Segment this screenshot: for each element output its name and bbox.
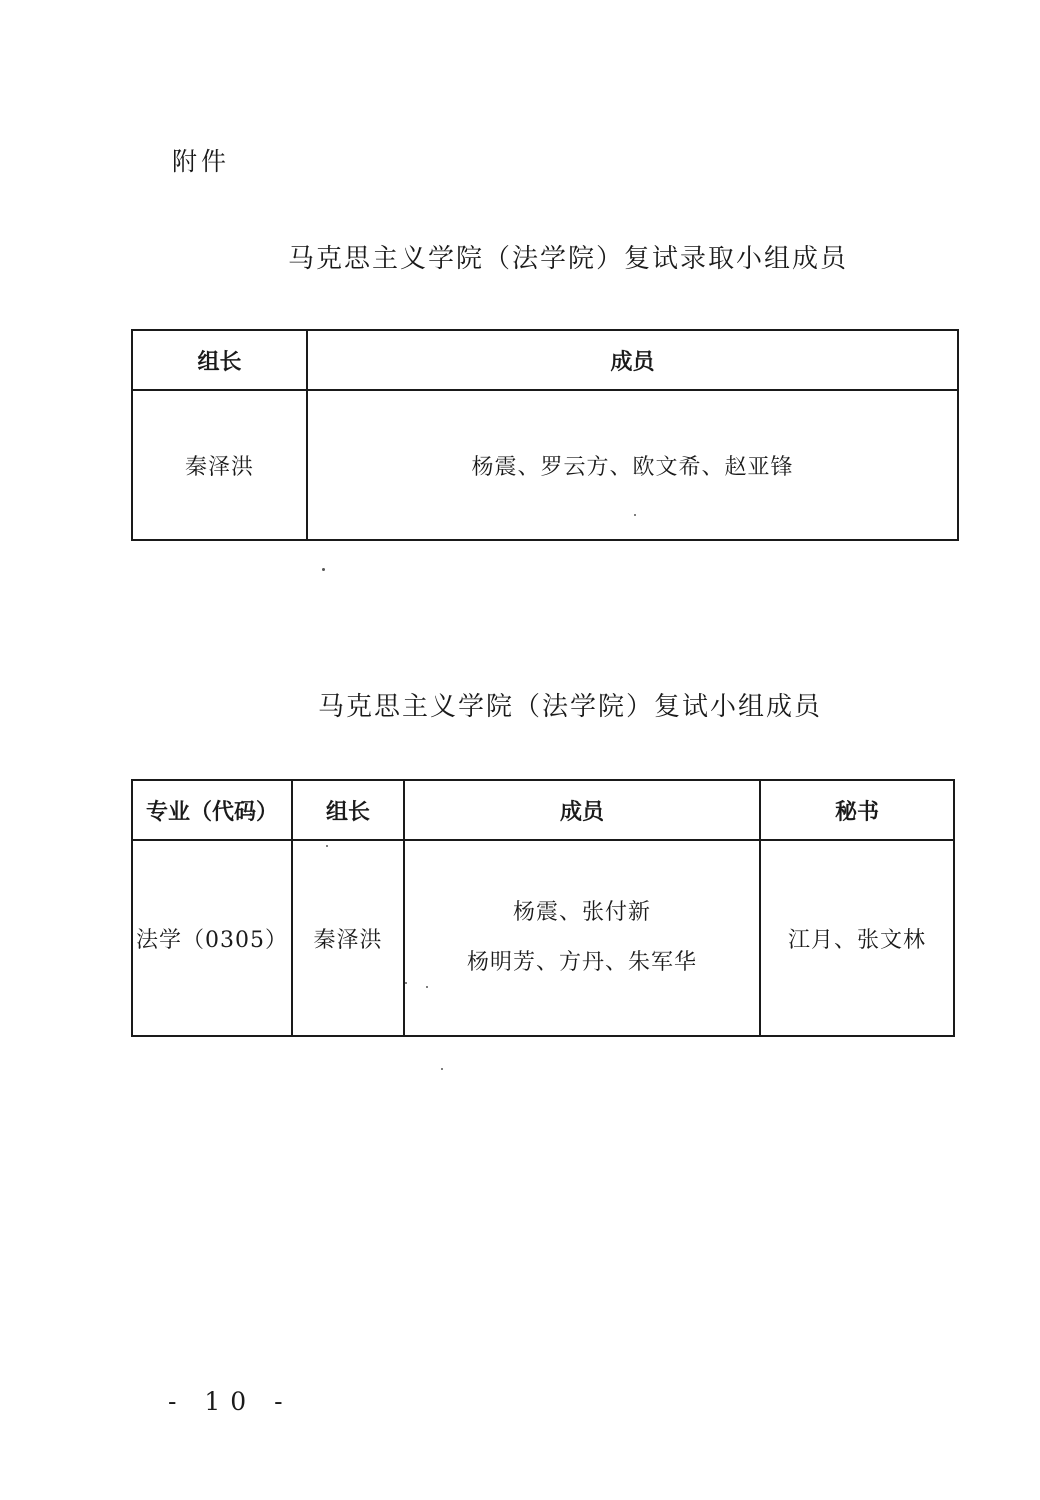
- table-row: [132, 840, 954, 1036]
- attachment-label: 附件: [172, 147, 231, 176]
- header-members: 成员: [404, 780, 760, 840]
- members-line-2: 杨明芳、方丹、朱军华: [466, 950, 697, 975]
- cell-secretary: 江月、张文林: [760, 840, 954, 1036]
- scan-speck: [326, 845, 328, 847]
- table-row: [132, 390, 958, 540]
- page-number: - 10 -: [168, 1387, 293, 1416]
- cell-major: 法学（0305）: [132, 840, 292, 1036]
- table-header-row: [132, 780, 954, 840]
- scan-speck: [405, 982, 407, 984]
- members-line-1: 杨震、张付新: [512, 900, 651, 925]
- scan-speck: [634, 514, 636, 516]
- header-major: 专业（代码）: [132, 780, 292, 840]
- cell-leader: 秦泽洪: [132, 390, 307, 540]
- header-leader: 组长: [132, 330, 307, 390]
- scan-speck: [426, 986, 428, 988]
- section2-title: 马克思主义学院（法学院）复试小组成员: [318, 692, 823, 722]
- header-members: 成员: [307, 330, 958, 390]
- cell-members: 杨震、罗云方、欧文希、赵亚锋: [307, 390, 958, 540]
- section1-title: 马克思主义学院（法学院）复试录取小组成员: [288, 244, 849, 274]
- table-header-row: [132, 330, 958, 390]
- scan-speck: [441, 1068, 443, 1070]
- admission-group-table: [131, 329, 959, 541]
- header-secretary: 秘书: [760, 780, 954, 840]
- scan-speck: [322, 568, 325, 571]
- cell-leader: 秦泽洪: [292, 840, 404, 1036]
- interview-group-table: [131, 779, 955, 1037]
- header-leader: 组长: [292, 780, 404, 840]
- cell-members: [404, 840, 760, 1036]
